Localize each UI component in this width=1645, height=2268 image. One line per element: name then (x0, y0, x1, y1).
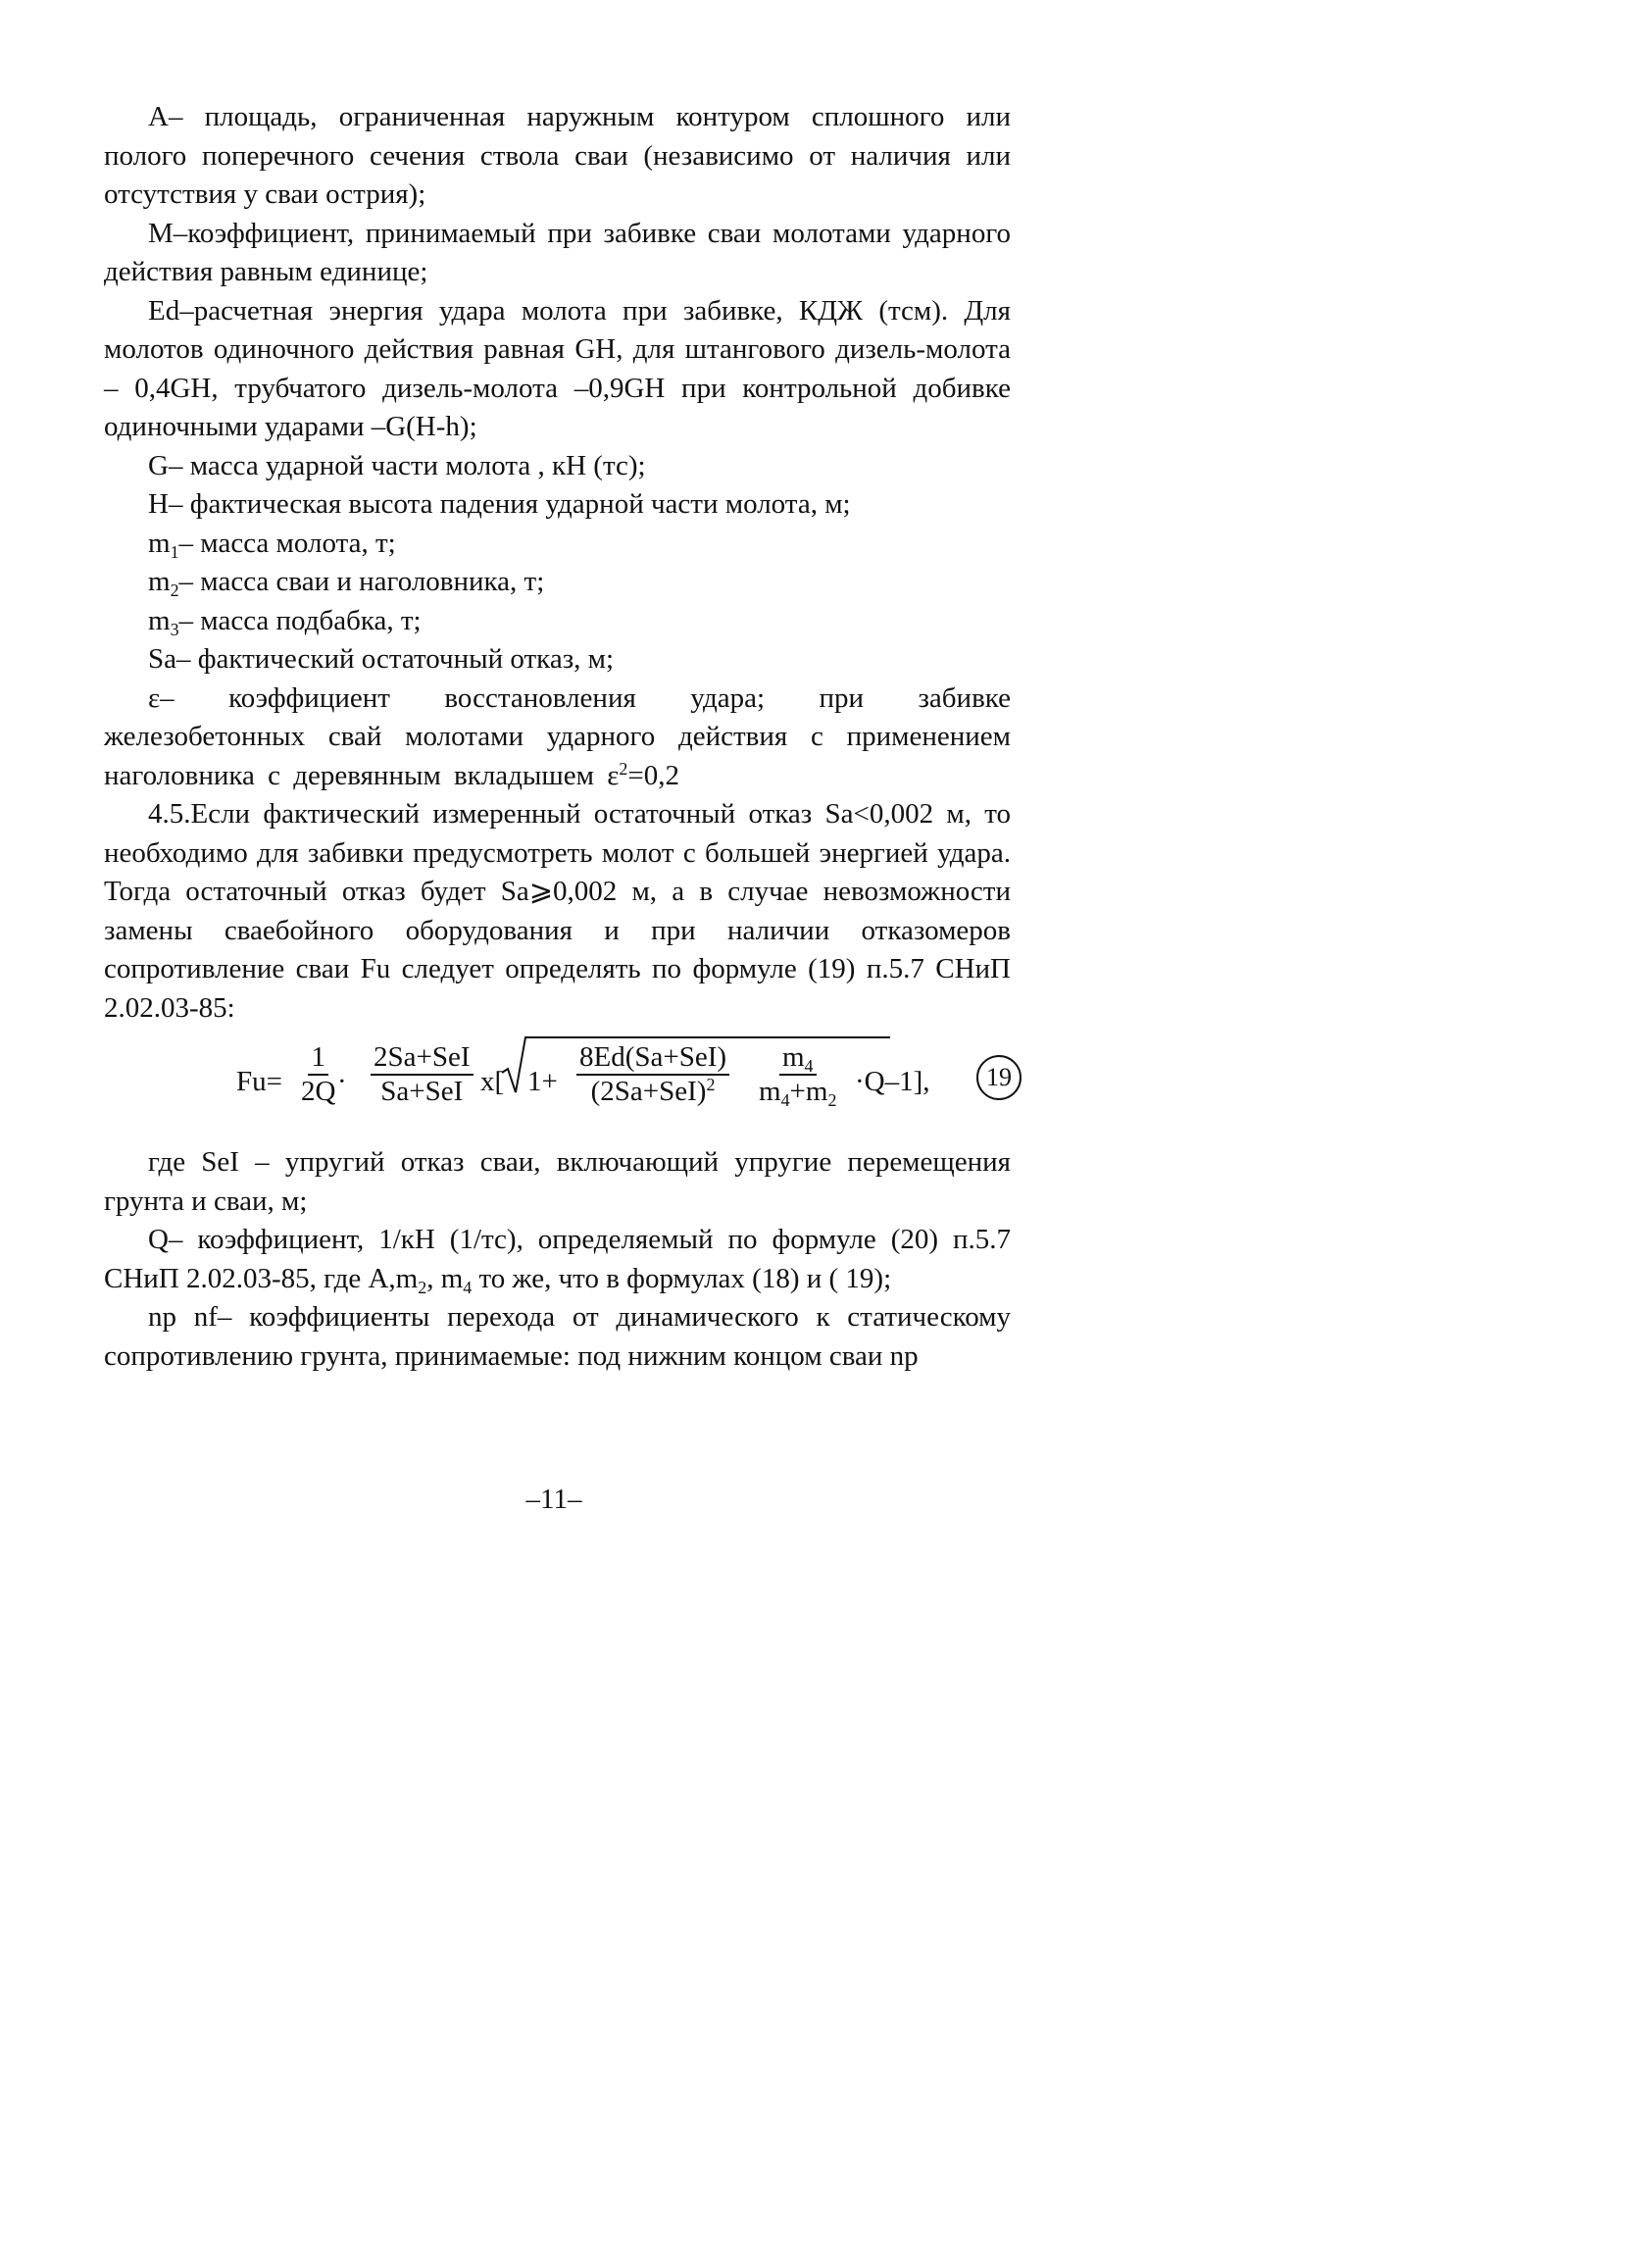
denominator: Sa+SeI (380, 1076, 464, 1107)
numerator: 8Ed(Sa+SeI) (576, 1041, 729, 1076)
subscript: 4 (463, 1277, 473, 1297)
definition-text: то же, что в формулах (18) и ( 19); (472, 1262, 892, 1294)
definition-H: Н– фактическая высота падения ударной части молота, м; (148, 488, 851, 520)
body-text (104, 98, 1011, 1376)
definition-SeI: где SeI – упругий отказ сваи, включающий упругие перемещения грунта и сваи, м; (104, 1146, 1011, 1217)
section-4-5: 4.5.Если фактический измеренный остаточный отказ Sa<0,002 м, то необходимо для забивки предусмотреть молот с большей энергией удара. Тогда остаточный отказ будет Sa⩾0,002 м, а в случае невозможности замены сваебойного оборудования и при наличии отказомеров сопротивление сваи Fu следует определять по формуле (19) п.5.7 СНиП 2.02.03-85: (104, 798, 1011, 1024)
fraction-sa-ratio (371, 1041, 474, 1108)
document-page (0, 0, 1108, 1530)
definition-Ed: Ed–расчетная энергия удара молота при забивке, КДЖ (тсм). Для молотов одиночного действия равная GH, для штангового дизель-молота – 0,4GH, трубчатого дизель-молота –0,9GH при контрольной добивке одиночными ударами –G(H-h); (104, 294, 1011, 442)
denominator: 2Q (301, 1076, 336, 1107)
definition-text: ε– коэффициент восстановления удара; при забивке железобетонных свай молотами ударного действия с применением наголовника с деревянным вкладышем ε (104, 681, 1011, 791)
definition-M: М–коэффициент, принимаемый при забивке сваи молотами ударного действия равным единице; (104, 217, 1011, 287)
symbol: m (148, 566, 171, 597)
definition-text: – масса сваи и наголовника, т; (178, 566, 545, 597)
numerator: 2Sa+SeI (371, 1041, 474, 1076)
definition-np-nf: np nf– коэффициенты перехода от динамического к статическому сопротивлению грунта, принимаемые: под нижним концом сваи np (104, 1301, 1011, 1372)
denominator (756, 1076, 839, 1108)
equation-number-badge: 19 (976, 1055, 1022, 1100)
definition-text: Q– коэффициент, 1/кН (1/тс), определяемый по формуле (20) п.5.7 СНиП 2.02.03-85, где А,m (104, 1224, 1011, 1294)
formula-lhs: Fu= (236, 1066, 282, 1097)
plus-m: +m (789, 1076, 828, 1107)
definition-Q (104, 1221, 1011, 1298)
formula-tail: ·Q–1], (855, 1066, 930, 1097)
subscript: 3 (170, 619, 179, 639)
one-plus: 1+ (527, 1066, 558, 1097)
numerator (779, 1041, 817, 1076)
symbol: m (148, 527, 171, 559)
subscript: 4 (804, 1055, 814, 1076)
fraction-mass (756, 1041, 839, 1108)
denominator (588, 1076, 719, 1108)
multiply-bracket: x[ (480, 1066, 505, 1097)
definition-m2 (104, 563, 1011, 602)
definition-G: G– масса ударной части молота , кН (тс); (148, 449, 646, 481)
dot-operator: · (337, 1066, 347, 1097)
denominator-base: (2Sa+SeI) (590, 1076, 707, 1107)
subscript: 2 (170, 580, 179, 600)
subscript: 2 (827, 1089, 837, 1110)
fraction-1-over-2Q (298, 1041, 338, 1108)
m-symbol: m (759, 1076, 781, 1107)
symbol: m (148, 604, 171, 636)
definition-text: , m (426, 1262, 464, 1294)
definition-text: – масса молота, т; (178, 527, 396, 559)
definition-Sa: Sa– фактический остаточный отказ, м; (148, 643, 615, 675)
subscript: 1 (170, 541, 179, 562)
definition-tail: =0,2 (627, 759, 679, 791)
formula-19 (104, 1033, 1011, 1135)
superscript: 2 (619, 758, 628, 779)
page-number: –11– (525, 1484, 582, 1515)
definition-epsilon (104, 680, 1011, 796)
exponent: 2 (706, 1075, 716, 1095)
subscript: 2 (418, 1277, 427, 1297)
definition-m3 (104, 602, 1011, 641)
m-symbol: m (781, 1041, 805, 1073)
subscript: 4 (780, 1089, 790, 1110)
fraction-energy (576, 1041, 729, 1108)
definition-A: А– площадь, ограниченная наружным контуром сплошного или полого поперечного сечения ствола сваи (независимо от наличия или отсутствия у сваи острия); (104, 101, 1011, 210)
numerator: 1 (308, 1041, 328, 1076)
definition-text: – масса подбабка, т; (178, 604, 422, 636)
definition-m1 (104, 525, 1011, 564)
